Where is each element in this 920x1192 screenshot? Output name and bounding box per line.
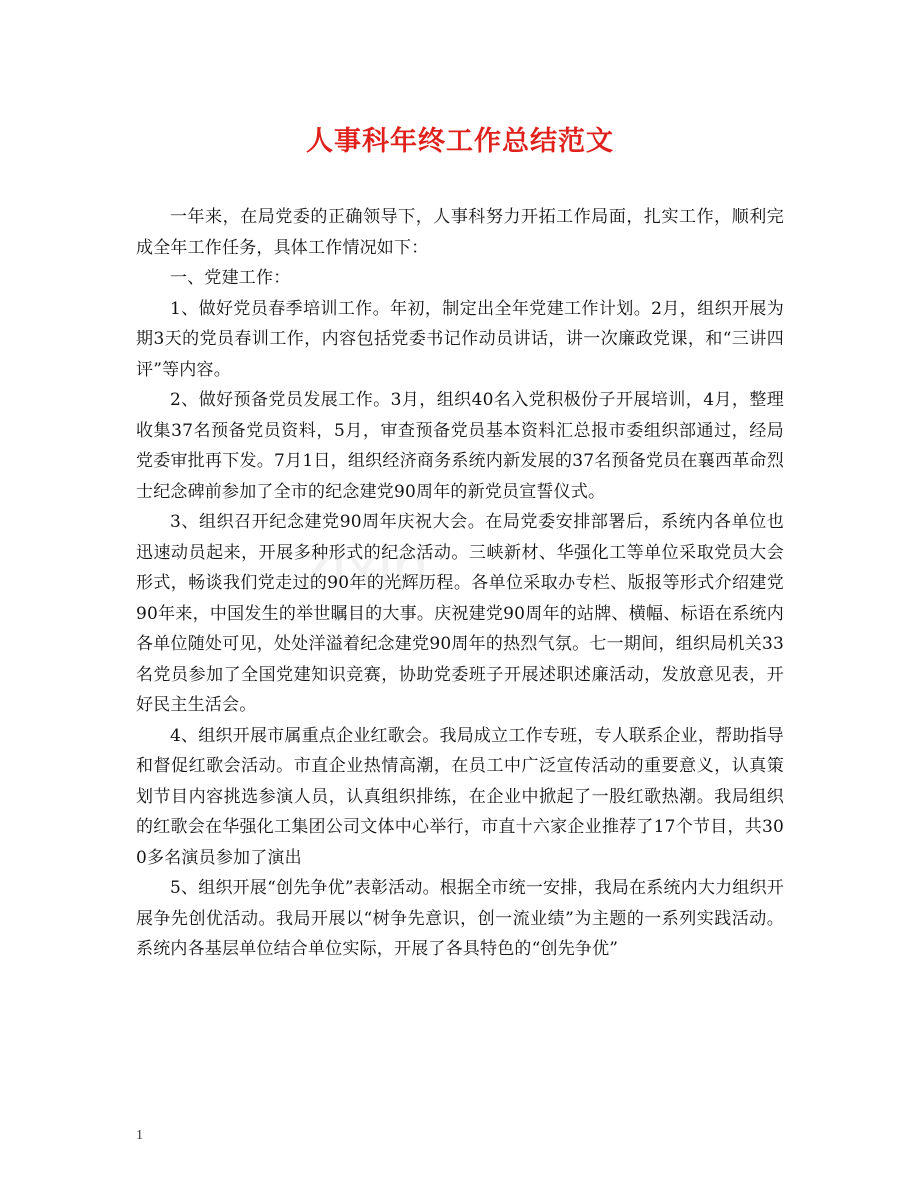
section-heading: 一、党建工作：: [170, 268, 291, 288]
paragraph-item-1: 1、做好党员春季培训工作。年初，制定出全年党建工作计划。2月，组织开展为期3天的党员春训工作，内容包括党委书记作动员讲话，讲一次廉政党课，和“三讲四评”等内容。: [136, 298, 784, 380]
page-number: 1: [136, 1128, 143, 1143]
paragraph-item-2: 2、做好预备党员发展工作。3月，组织40名入党积极份子开展培训，4月，整理收集37名预备党员资料，5月，审查预备党员基本资料汇总报市委组织部通过，经局党委审批再下发。7月1日，组织经济商务系统内新发展的37名预备党员在襄西革命烈士纪念碑前参加了全市的纪念建党90周年的新党员宣誓仪式。: [136, 390, 784, 502]
document-title: 人事科年终工作总结范文: [306, 126, 614, 157]
paragraph-item-4: 4、组织开展市属重点企业红歌会。我局成立工作专班，专人联系企业，帮助指导和督促红歌会活动。市直企业热情高潮，在员工中广泛宣传活动的重要意义，认真策划节目内容挑选参演人员，认真组织排练，在企业中掀起了一股红歌热潮。我局组织的红歌会在华强化工集团公司文体中心举行，市直十六家企业推荐了17个节目，共300多名演员参加了演出: [136, 725, 784, 868]
watermark: zixin: [300, 531, 429, 603]
paragraph-item-5: 5、组织开展“创先争优”表彰活动。根据全市统一安排，我局在系统内大力组织开展争先创优活动。我局开展以“树争先意识，创一流业绩”为主题的一系列实践活动。系统内各基层单位结合单位实际，开展了各具特色的“创先争优”: [136, 878, 784, 959]
document-body: [136, 202, 784, 965]
paragraph-item-3: 3、组织召开纪念建党90周年庆祝大会。在局党委安排部署后，系统内各单位也迅速动员起来，开展多种形式的纪念活动。三峡新材、华强化工等单位采取党员大会形式，畅谈我们党走过的90年的光辉历程。各单位采取办专栏、版报等形式介绍建党90年来，中国发生的举世瞩目的大事。庆祝建党90周年的站牌、横幅、标语在系统内各单位随处可见，处处洋溢着纪念建党90周年的热烈气氛。七一期间，组织局机关33名党员参加了全国党建知识竞赛，协助党委班子开展述职述廉活动，发放意见表，开好民主生活会。: [136, 512, 784, 715]
paragraph-intro: 一年来，在局党委的正确领导下，人事科努力开拓工作局面，扎实工作，顺利完成全年工作任务，具体工作情况如下：: [136, 207, 784, 258]
